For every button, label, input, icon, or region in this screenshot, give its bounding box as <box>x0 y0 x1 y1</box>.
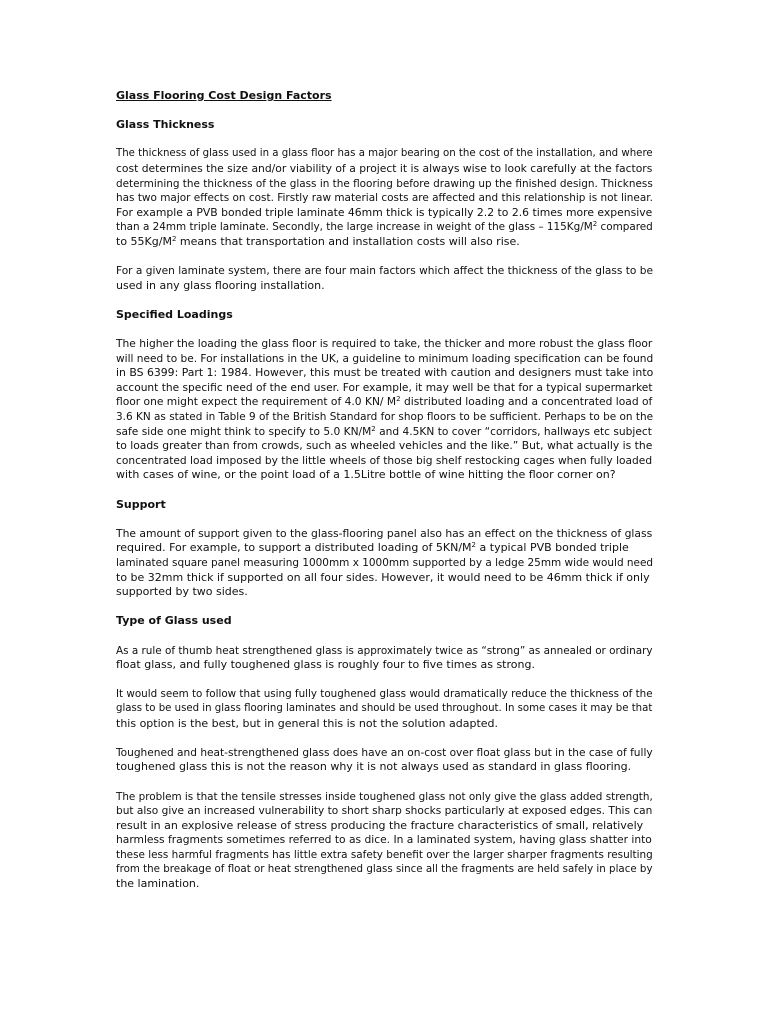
paragraph-type-of-glass-2 <box>116 687 656 731</box>
paragraph-type-of-glass-4 <box>116 790 656 892</box>
text-line <box>116 235 656 250</box>
paragraph-glass-thickness-1 <box>116 147 656 249</box>
text-line: but also give an increased vulnerability to short sharp shocks particularly at exposed edges. This can <box>116 805 653 818</box>
text-run: and 4.5KN to cover “corridors, hallways etc subject <box>375 424 652 438</box>
text-run: a typical PVB bonded triple <box>476 541 629 555</box>
text-line <box>116 395 656 410</box>
heading-type-of-glass: Type of Glass used <box>116 614 232 628</box>
text-line: determining the thickness of the glass in the flooring before drawing up the finished design. Thickness <box>116 177 653 190</box>
text-line: account the specific need of the end user. For example, it may well be that for a typical supermarket <box>116 380 653 394</box>
text-run: safe side one might think to specify to 5.0 KN/M <box>116 424 372 438</box>
text-line: this option is the best, but in general this is not the solution adapted. <box>116 716 499 730</box>
text-line: The amount of support given to the glass-flooring panel also has an effect on the thickness of glass <box>116 526 653 540</box>
text-line: to loads greater than from crowds, such as wheeled vehicles and the like.” But, what actually is the <box>116 439 653 453</box>
text-run: compared <box>597 221 653 234</box>
text-line: The higher the loading the glass floor is required to take, the thicker and more robust the glass floor <box>116 337 653 351</box>
text-line: supported by two sides. <box>116 585 248 599</box>
heading-support: Support <box>116 497 166 511</box>
paragraph-specified-loadings-1 <box>116 337 656 483</box>
text-line: glass to be used in glass flooring laminates and should be used throughout. In some cases it may be that <box>116 702 653 714</box>
text-line: laminated square panel measuring 1000mm x 1000mm supported by a ledge 25mm wide would need <box>116 557 654 569</box>
text-line: As a rule of thumb heat strengthened glass is approximately twice as “strong” as annealed or ordinary <box>116 644 653 657</box>
text-line: the lamination. <box>116 877 200 891</box>
text-line: concentrated load imposed by the little wheels of those big shelf restocking cages when fully loaded <box>116 453 653 467</box>
heading-glass-thickness: Glass Thickness <box>116 118 215 132</box>
text-run: than a 24mm triple laminate. Secondly, the large increase in weight of the glass – 115Kg/M <box>116 221 593 234</box>
text-line: these less harmful fragments has little extra safety benefit over the larger sharper fragments resulting <box>116 848 653 861</box>
text-line: For example a PVB bonded triple laminate 46mm thick is typically 2.2 to 2.6 times more expensive <box>116 205 653 219</box>
superscript: 2 <box>471 541 477 550</box>
text-line: float glass, and fully toughened glass is roughly four to five times as strong. <box>116 658 535 672</box>
text-line: toughened glass this is not the reason why it is not always used as standard in glass flooring. <box>116 760 632 774</box>
text-line: in BS 6399: Part 1: 1984. However, this must be treated with caution and designers must take into <box>116 366 654 380</box>
document-title: Glass Flooring Cost Design Factors <box>116 89 332 102</box>
text-line: For a given laminate system, there are four main factors which affect the thickness of the glass to be <box>116 265 653 278</box>
superscript: 2 <box>396 395 401 404</box>
text-line <box>116 541 656 556</box>
text-line: from the breakage of float or heat strengthened glass since all the fragments are held safely in place by <box>116 863 653 876</box>
text-line: with cases of wine, or the point load of a 1.5Litre bottle of wine hitting the floor corner on? <box>116 468 616 482</box>
text-line <box>116 425 656 440</box>
text-run: distributed loading and a concentrated load of <box>400 395 653 409</box>
text-line: will need to be. For installations in the UK, a guideline to minimum loading specification can be found <box>116 352 654 365</box>
paragraph-glass-thickness-2 <box>116 264 656 293</box>
paragraph-type-of-glass-1 <box>116 644 656 673</box>
text-line: The thickness of glass used in a glass floor has a major bearing on the cost of the installation, and where <box>116 148 653 160</box>
superscript: 2 <box>171 234 177 243</box>
text-line: 3.6 KN as stated in Table 9 of the British Standard for shop floors to be sufficient. Perhaps to be on the <box>116 411 654 424</box>
superscript: 2 <box>371 424 376 433</box>
paragraph-support-1 <box>116 527 656 600</box>
text-line: Toughened and heat-strengthened glass does have an on-cost over float glass but in the case of fully <box>116 746 653 759</box>
text-line: has two major effects on cost. Firstly raw material costs are affected and this relationship is not linear. <box>116 192 653 205</box>
text-line: It would seem to follow that using fully toughened glass would dramatically reduce the thickness of the <box>116 688 653 701</box>
heading-specified-loadings: Specified Loadings <box>116 307 233 321</box>
document-body <box>116 89 656 906</box>
text-line: used in any glass flooring installation. <box>116 278 325 292</box>
text-run: to 55Kg/M <box>116 234 172 248</box>
text-line: to be 32mm thick if supported on all four sides. However, it would need to be 46mm thick if only <box>116 570 650 584</box>
text-line: harmless fragments sometimes referred to as dice. In a laminated system, having glass shatter into <box>116 833 652 847</box>
superscript: 2 <box>592 220 598 229</box>
text-run: floor one might expect the requirement of 4.0 KN/ M <box>116 395 397 409</box>
paragraph-type-of-glass-3 <box>116 746 656 775</box>
text-run: means that transportation and installation costs will also rise. <box>176 234 520 248</box>
text-line: result in an explosive release of stress producing the fracture characteristics of small, relatively <box>116 818 644 832</box>
text-line <box>116 220 656 235</box>
text-line: cost determines the size and/or viability of a project it is always wise to look carefully at the factors <box>116 161 653 175</box>
text-line: The problem is that the tensile stresses inside toughened glass not only give the glass added strength, <box>116 790 653 803</box>
text-run: required. For example, to support a distributed loading of 5KN/M <box>116 541 472 555</box>
